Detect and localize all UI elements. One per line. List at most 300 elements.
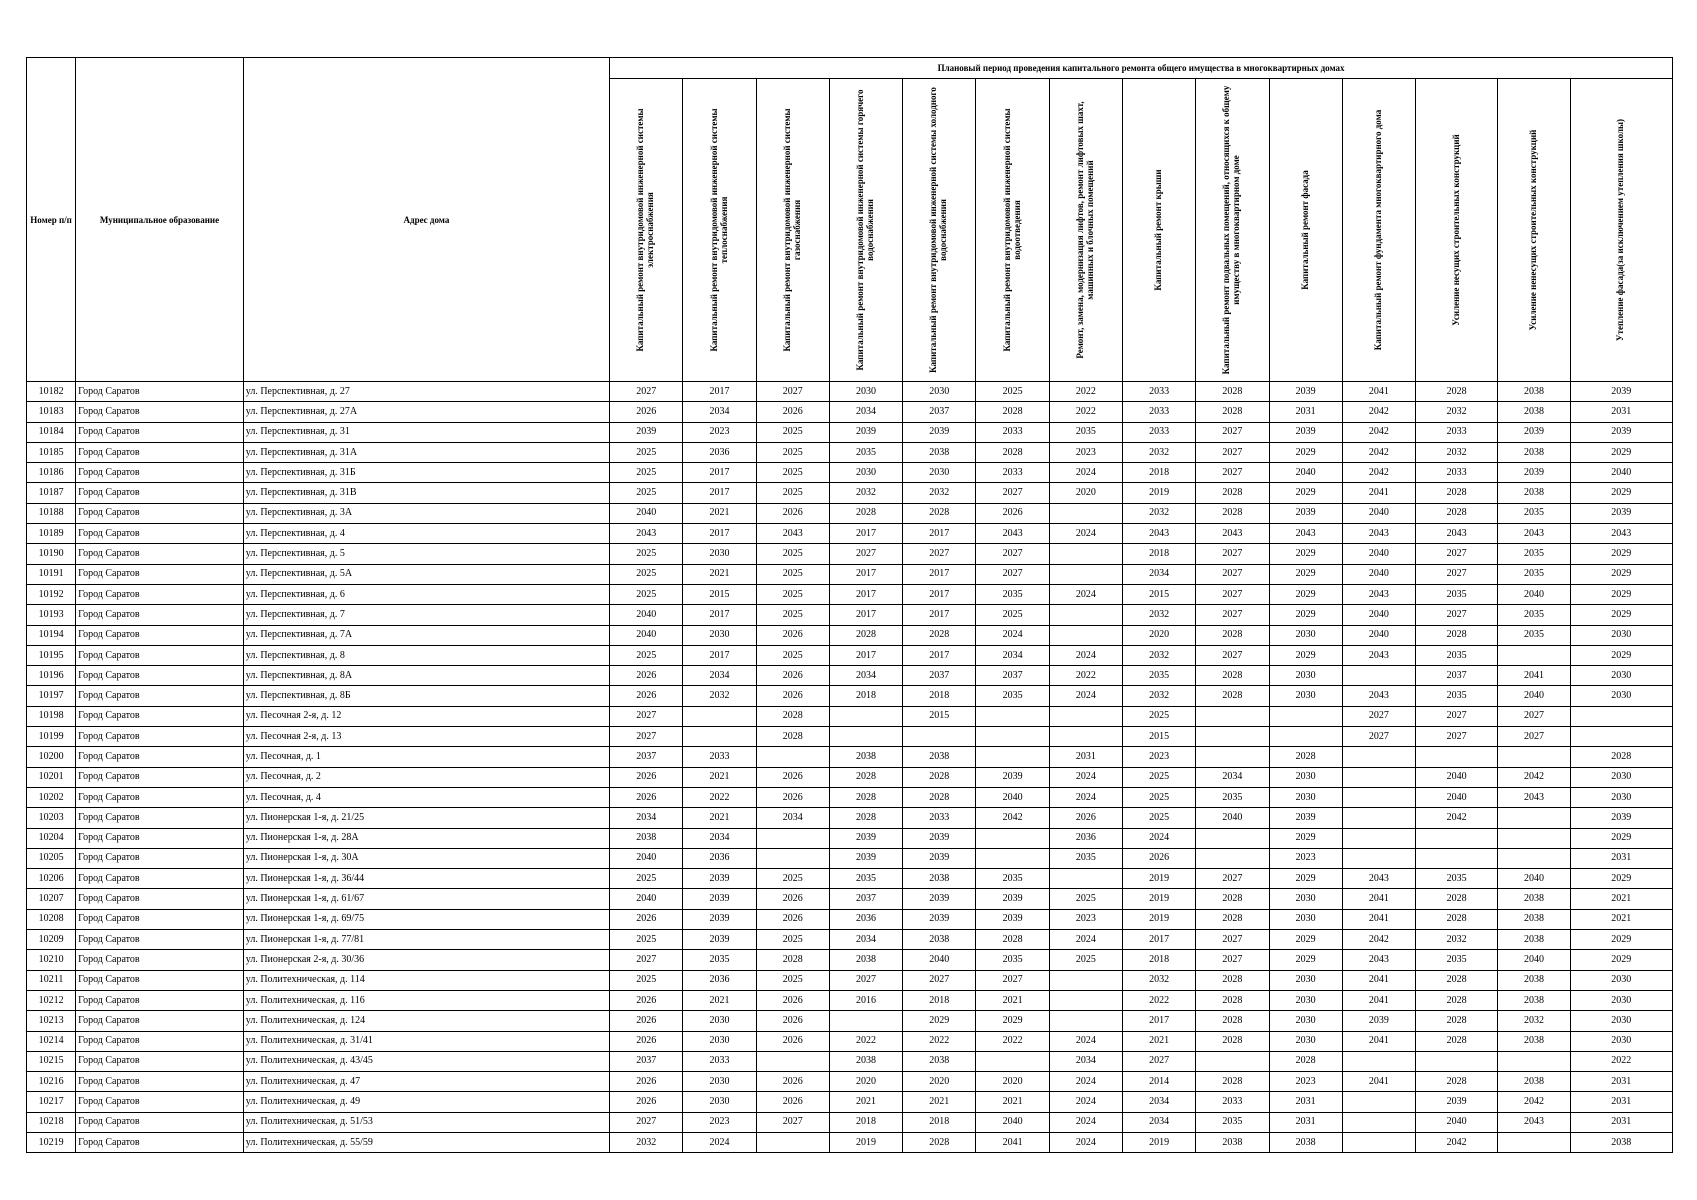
row-number: 10219 xyxy=(27,1132,76,1152)
row-year: 2030 xyxy=(683,1031,756,1051)
row-year: 2025 xyxy=(610,442,683,462)
row-municipality: Город Саратов xyxy=(76,524,244,544)
row-number: 10206 xyxy=(27,869,76,889)
row-municipality: Город Саратов xyxy=(76,645,244,665)
row-year: 2024 xyxy=(683,1132,756,1152)
row-year xyxy=(1416,747,1498,767)
row-year xyxy=(976,706,1049,726)
row-year: 2029 xyxy=(1269,544,1342,564)
row-year xyxy=(756,747,829,767)
row-year: 2042 xyxy=(1342,442,1415,462)
row-year: 2036 xyxy=(683,970,756,990)
row-year: 2034 xyxy=(683,666,756,686)
row-year: 2039 xyxy=(1498,463,1570,483)
row-year: 2025 xyxy=(976,382,1049,402)
row-year: 2029 xyxy=(903,1011,976,1031)
row-year: 2027 xyxy=(610,1112,683,1132)
row-year xyxy=(756,828,829,848)
row-year xyxy=(1196,828,1269,848)
row-address: ул. Перспективная, д. 5А xyxy=(243,564,609,584)
row-year: 2024 xyxy=(1049,645,1122,665)
row-year: 2025 xyxy=(610,463,683,483)
row-year: 2028 xyxy=(1416,483,1498,503)
row-year: 2030 xyxy=(1570,767,1672,787)
row-year xyxy=(1196,848,1269,868)
row-address: ул. Пионерская 1-я, д. 36/44 xyxy=(243,869,609,889)
row-number: 10204 xyxy=(27,828,76,848)
row-year: 2027 xyxy=(610,950,683,970)
row-year: 2031 xyxy=(1570,848,1672,868)
row-year: 2028 xyxy=(829,767,902,787)
row-year: 2033 xyxy=(976,463,1049,483)
row-year: 2028 xyxy=(903,1132,976,1152)
table-row xyxy=(27,483,1673,503)
row-year: 2026 xyxy=(756,1072,829,1092)
row-year: 2038 xyxy=(1498,483,1570,503)
row-year: 2035 xyxy=(1196,787,1269,807)
row-year xyxy=(1498,747,1570,767)
row-year: 2034 xyxy=(829,666,902,686)
row-address: ул. Песочная 2-я, д. 13 xyxy=(243,727,609,747)
row-year: 2039 xyxy=(610,422,683,442)
header-column xyxy=(903,79,976,382)
row-number: 10205 xyxy=(27,848,76,868)
row-municipality: Город Саратов xyxy=(76,808,244,828)
row-address: ул. Политехническая, д. 51/53 xyxy=(243,1112,609,1132)
row-year: 2021 xyxy=(1570,909,1672,929)
row-year: 2036 xyxy=(683,848,756,868)
row-year: 2038 xyxy=(1498,402,1570,422)
row-address: ул. Пионерская 1-я, д. 69/75 xyxy=(243,909,609,929)
row-municipality: Город Саратов xyxy=(76,564,244,584)
row-year: 2031 xyxy=(1269,1112,1342,1132)
row-year: 2027 xyxy=(976,564,1049,584)
table-row xyxy=(27,747,1673,767)
row-year: 2035 xyxy=(1498,544,1570,564)
row-year: 2040 xyxy=(903,950,976,970)
row-year: 2038 xyxy=(903,1051,976,1071)
row-year: 2043 xyxy=(1498,1112,1570,1132)
row-year: 2019 xyxy=(1122,909,1195,929)
row-year: 2037 xyxy=(610,747,683,767)
row-year: 2021 xyxy=(976,1092,1049,1112)
row-number: 10211 xyxy=(27,970,76,990)
row-year: 2023 xyxy=(1122,747,1195,767)
row-year: 2028 xyxy=(903,787,976,807)
row-year: 2018 xyxy=(903,990,976,1010)
row-year: 2035 xyxy=(829,442,902,462)
row-year: 2035 xyxy=(1416,950,1498,970)
row-year: 2029 xyxy=(1269,605,1342,625)
row-year xyxy=(1049,564,1122,584)
row-year: 2030 xyxy=(903,382,976,402)
row-year: 2043 xyxy=(1498,787,1570,807)
row-year: 2030 xyxy=(1570,970,1672,990)
row-year: 2025 xyxy=(610,584,683,604)
row-number: 10212 xyxy=(27,990,76,1010)
row-address: ул. Перспективная, д. 31А xyxy=(243,442,609,462)
row-year xyxy=(1342,808,1415,828)
row-year xyxy=(756,1051,829,1071)
row-year: 2029 xyxy=(1570,828,1672,848)
row-year: 2034 xyxy=(976,645,1049,665)
row-year: 2040 xyxy=(1342,503,1415,523)
row-year: 2029 xyxy=(1269,483,1342,503)
header-column-label: Капитальный ремонт внутридомовой инженерной системы холодного водоснабжения xyxy=(928,87,949,373)
row-year xyxy=(1498,808,1570,828)
table-row xyxy=(27,584,1673,604)
row-year: 2026 xyxy=(756,686,829,706)
row-year: 2039 xyxy=(976,889,1049,909)
row-year: 2026 xyxy=(756,787,829,807)
row-year: 2038 xyxy=(1498,442,1570,462)
row-year: 2032 xyxy=(1122,645,1195,665)
row-year: 2039 xyxy=(683,909,756,929)
row-year xyxy=(1342,767,1415,787)
row-address: ул. Перспективная, д. 27А xyxy=(243,402,609,422)
row-year: 2038 xyxy=(1269,1132,1342,1152)
row-year: 2027 xyxy=(1416,706,1498,726)
row-year: 2038 xyxy=(829,1051,902,1071)
row-year: 2030 xyxy=(683,1072,756,1092)
row-municipality: Город Саратов xyxy=(76,1092,244,1112)
row-year: 2032 xyxy=(1122,442,1195,462)
row-number: 10203 xyxy=(27,808,76,828)
row-year: 2017 xyxy=(829,524,902,544)
row-year: 2038 xyxy=(1570,1132,1672,1152)
row-address: ул. Перспективная, д. 7А xyxy=(243,625,609,645)
header-column-label: Капитальный ремонт крыши xyxy=(1153,169,1164,291)
table-body xyxy=(27,382,1673,1153)
row-year: 2026 xyxy=(610,990,683,1010)
table-row xyxy=(27,1011,1673,1031)
row-year xyxy=(1342,666,1415,686)
row-year: 2025 xyxy=(756,544,829,564)
row-year: 2038 xyxy=(1498,970,1570,990)
row-year: 2025 xyxy=(756,645,829,665)
row-year: 2027 xyxy=(1196,544,1269,564)
row-number: 10208 xyxy=(27,909,76,929)
row-year: 2036 xyxy=(829,909,902,929)
row-year: 2034 xyxy=(1122,564,1195,584)
row-year: 2026 xyxy=(756,503,829,523)
table-row xyxy=(27,950,1673,970)
row-municipality: Город Саратов xyxy=(76,990,244,1010)
row-year: 2027 xyxy=(1196,442,1269,462)
row-address: ул. Перспективная, д. 8Б xyxy=(243,686,609,706)
row-year: 2019 xyxy=(829,1132,902,1152)
row-address: ул. Перспективная, д. 4 xyxy=(243,524,609,544)
row-year: 2022 xyxy=(976,1031,1049,1051)
row-year: 2022 xyxy=(1049,382,1122,402)
row-year: 2025 xyxy=(756,422,829,442)
row-year: 2033 xyxy=(1122,422,1195,442)
row-year: 2017 xyxy=(829,564,902,584)
row-year: 2033 xyxy=(683,1051,756,1071)
row-address: ул. Перспективная, д. 8А xyxy=(243,666,609,686)
row-year: 2042 xyxy=(976,808,1049,828)
row-year xyxy=(829,1011,902,1031)
row-year: 2028 xyxy=(976,402,1049,422)
row-year: 2040 xyxy=(1342,544,1415,564)
row-year: 2032 xyxy=(1416,442,1498,462)
table-row xyxy=(27,422,1673,442)
row-year: 2041 xyxy=(1342,990,1415,1010)
row-year: 2028 xyxy=(1196,402,1269,422)
header-column-label: Капитальный ремонт внутридомовой инженерной системы газоснабжения xyxy=(781,108,802,352)
table-row xyxy=(27,767,1673,787)
row-year: 2024 xyxy=(1049,1092,1122,1112)
row-year: 2035 xyxy=(1498,625,1570,645)
row-year: 2028 xyxy=(1196,483,1269,503)
row-year: 2019 xyxy=(1122,889,1195,909)
row-year: 2024 xyxy=(1049,463,1122,483)
table-row xyxy=(27,382,1673,402)
row-year: 2039 xyxy=(1570,382,1672,402)
row-year xyxy=(976,747,1049,767)
row-year: 2031 xyxy=(1269,1092,1342,1112)
row-year: 2027 xyxy=(756,1112,829,1132)
row-year: 2017 xyxy=(903,524,976,544)
row-year: 2031 xyxy=(1570,1072,1672,1092)
row-year: 2015 xyxy=(1122,584,1195,604)
table-row xyxy=(27,564,1673,584)
row-year: 2022 xyxy=(1570,1051,1672,1071)
row-year: 2022 xyxy=(903,1031,976,1051)
row-municipality: Город Саратов xyxy=(76,422,244,442)
header-column xyxy=(1122,79,1195,382)
row-year: 2037 xyxy=(829,889,902,909)
row-municipality: Город Саратов xyxy=(76,706,244,726)
row-year: 2026 xyxy=(610,1031,683,1051)
row-year: 2031 xyxy=(1570,1112,1672,1132)
row-year: 2032 xyxy=(1122,970,1195,990)
row-year: 2017 xyxy=(903,584,976,604)
row-year: 2035 xyxy=(1498,564,1570,584)
row-year: 2030 xyxy=(683,1092,756,1112)
header-group-title: Плановый период проведения капитального ремонта общего имущества в многоквартирных домах xyxy=(610,58,1673,79)
row-year: 2042 xyxy=(1416,808,1498,828)
row-year: 2043 xyxy=(1342,950,1415,970)
row-year: 2038 xyxy=(829,747,902,767)
row-year: 2018 xyxy=(903,686,976,706)
row-year: 2027 xyxy=(829,970,902,990)
row-year: 2038 xyxy=(903,930,976,950)
row-year: 2029 xyxy=(1570,544,1672,564)
row-year: 2039 xyxy=(903,422,976,442)
row-number: 10190 xyxy=(27,544,76,564)
row-year: 2026 xyxy=(756,990,829,1010)
row-year: 2032 xyxy=(1416,930,1498,950)
row-year: 2027 xyxy=(1196,645,1269,665)
row-number: 10194 xyxy=(27,625,76,645)
row-municipality: Город Саратов xyxy=(76,909,244,929)
row-year: 2028 xyxy=(829,625,902,645)
row-year: 2029 xyxy=(1570,584,1672,604)
row-year: 2026 xyxy=(1122,848,1195,868)
row-year: 2028 xyxy=(1196,1031,1269,1051)
header-column-label: Капитальный ремонт внутридомовой инженерной системы электроснабжения xyxy=(635,108,656,352)
table-row xyxy=(27,869,1673,889)
row-year: 2026 xyxy=(756,402,829,422)
row-address: ул. Пионерская 2-я, д. 30/36 xyxy=(243,950,609,970)
row-address: ул. Политехническая, д. 49 xyxy=(243,1092,609,1112)
row-year: 2039 xyxy=(1269,808,1342,828)
row-year: 2028 xyxy=(1416,909,1498,929)
row-year: 2040 xyxy=(610,503,683,523)
row-year: 2041 xyxy=(1342,483,1415,503)
row-address: ул. Перспективная, д. 6 xyxy=(243,584,609,604)
row-year: 2036 xyxy=(1049,828,1122,848)
row-year: 2030 xyxy=(1570,666,1672,686)
header-column-label: Капитальный ремонт внутридомовой инженерной системы теплоснабжения xyxy=(708,108,729,352)
row-year: 2019 xyxy=(1122,1132,1195,1152)
row-number: 10202 xyxy=(27,787,76,807)
row-year xyxy=(976,1051,1049,1071)
row-year: 2038 xyxy=(903,869,976,889)
row-year: 2029 xyxy=(1269,869,1342,889)
row-number: 10191 xyxy=(27,564,76,584)
row-year: 2039 xyxy=(903,848,976,868)
row-year xyxy=(1416,1051,1498,1071)
row-year: 2028 xyxy=(1196,382,1269,402)
row-year: 2025 xyxy=(756,584,829,604)
row-year xyxy=(1342,1112,1415,1132)
row-year: 2021 xyxy=(1122,1031,1195,1051)
row-year: 2041 xyxy=(1342,909,1415,929)
row-year: 2025 xyxy=(1049,889,1122,909)
row-address: ул. Перспективная, д. 7 xyxy=(243,605,609,625)
row-year xyxy=(683,727,756,747)
header-num: Номер п/п xyxy=(27,58,76,382)
row-year: 2017 xyxy=(1122,1011,1195,1031)
row-year: 2022 xyxy=(683,787,756,807)
row-year: 2037 xyxy=(903,666,976,686)
row-year: 2029 xyxy=(1570,950,1672,970)
row-year: 2040 xyxy=(1342,625,1415,645)
row-municipality: Город Саратов xyxy=(76,1112,244,1132)
row-year xyxy=(1342,828,1415,848)
row-year: 2033 xyxy=(1416,422,1498,442)
row-year: 2030 xyxy=(1269,970,1342,990)
table-row xyxy=(27,442,1673,462)
table-row xyxy=(27,1031,1673,1051)
row-year: 2022 xyxy=(1049,402,1122,422)
row-year: 2020 xyxy=(1049,483,1122,503)
row-year: 2024 xyxy=(1049,584,1122,604)
row-year: 2026 xyxy=(756,1092,829,1112)
row-year: 2030 xyxy=(683,625,756,645)
row-year: 2030 xyxy=(829,463,902,483)
row-year: 2017 xyxy=(683,483,756,503)
row-number: 10200 xyxy=(27,747,76,767)
row-year: 2032 xyxy=(1122,686,1195,706)
row-municipality: Город Саратов xyxy=(76,686,244,706)
row-year: 2026 xyxy=(756,1011,829,1031)
row-year: 2029 xyxy=(1269,950,1342,970)
table-row xyxy=(27,930,1673,950)
row-year: 2027 xyxy=(1342,706,1415,726)
row-year: 2028 xyxy=(1196,1011,1269,1031)
row-year: 2026 xyxy=(610,767,683,787)
header-address: Адрес дома xyxy=(243,58,609,382)
row-municipality: Город Саратов xyxy=(76,747,244,767)
row-year: 2023 xyxy=(1269,1072,1342,1092)
row-year: 2026 xyxy=(610,666,683,686)
row-year: 2027 xyxy=(1196,869,1269,889)
header-column xyxy=(1049,79,1122,382)
row-address: ул. Политехническая, д. 114 xyxy=(243,970,609,990)
header-column-label: Капитальный ремонт фундамента многоквартирного дома xyxy=(1372,109,1383,351)
row-year: 2019 xyxy=(1122,483,1195,503)
row-year: 2032 xyxy=(610,1132,683,1152)
row-year: 2042 xyxy=(1416,1132,1498,1152)
row-year: 2029 xyxy=(1269,442,1342,462)
row-year: 2027 xyxy=(1498,727,1570,747)
row-year: 2041 xyxy=(1342,1072,1415,1092)
row-year: 2040 xyxy=(1342,605,1415,625)
row-year: 2027 xyxy=(610,382,683,402)
row-year: 2028 xyxy=(1196,666,1269,686)
row-year: 2036 xyxy=(683,442,756,462)
row-year: 2040 xyxy=(1269,463,1342,483)
row-year: 2021 xyxy=(903,1092,976,1112)
row-year: 2028 xyxy=(1196,909,1269,929)
row-year: 2027 xyxy=(1416,605,1498,625)
row-year: 2032 xyxy=(829,483,902,503)
row-year: 2022 xyxy=(829,1031,902,1051)
row-year: 2028 xyxy=(1196,503,1269,523)
row-year: 2028 xyxy=(1196,625,1269,645)
row-year: 2029 xyxy=(1570,645,1672,665)
row-year: 2034 xyxy=(829,930,902,950)
row-year: 2029 xyxy=(1570,483,1672,503)
row-year: 2029 xyxy=(1570,930,1672,950)
row-year: 2025 xyxy=(1049,950,1122,970)
row-year: 2039 xyxy=(683,869,756,889)
row-year: 2028 xyxy=(756,950,829,970)
row-year: 2030 xyxy=(1269,787,1342,807)
row-year xyxy=(1049,503,1122,523)
row-year: 2028 xyxy=(1196,686,1269,706)
row-year xyxy=(976,828,1049,848)
row-year: 2029 xyxy=(1570,564,1672,584)
row-year: 2028 xyxy=(1196,970,1269,990)
row-year: 2043 xyxy=(1416,524,1498,544)
row-municipality: Город Саратов xyxy=(76,442,244,462)
row-year: 2027 xyxy=(903,970,976,990)
row-address: ул. Пионерская 1-я, д. 28А xyxy=(243,828,609,848)
row-year: 2017 xyxy=(829,645,902,665)
row-address: ул. Политехническая, д. 47 xyxy=(243,1072,609,1092)
row-year: 2029 xyxy=(1570,605,1672,625)
row-address: ул. Перспективная, д. 31В xyxy=(243,483,609,503)
row-address: ул. Пионерская 1-я, д. 61/67 xyxy=(243,889,609,909)
capital-repair-table xyxy=(26,57,1673,1153)
row-year: 2026 xyxy=(976,503,1049,523)
row-year: 2025 xyxy=(610,483,683,503)
row-year: 2024 xyxy=(1049,767,1122,787)
row-number: 10189 xyxy=(27,524,76,544)
row-year: 2030 xyxy=(1269,1031,1342,1051)
row-year xyxy=(1570,706,1672,726)
row-year: 2027 xyxy=(1416,544,1498,564)
row-address: ул. Перспективная, д. 27 xyxy=(243,382,609,402)
table-row xyxy=(27,1092,1673,1112)
row-year: 2035 xyxy=(1416,645,1498,665)
row-year: 2041 xyxy=(976,1132,1049,1152)
row-year: 2025 xyxy=(610,869,683,889)
